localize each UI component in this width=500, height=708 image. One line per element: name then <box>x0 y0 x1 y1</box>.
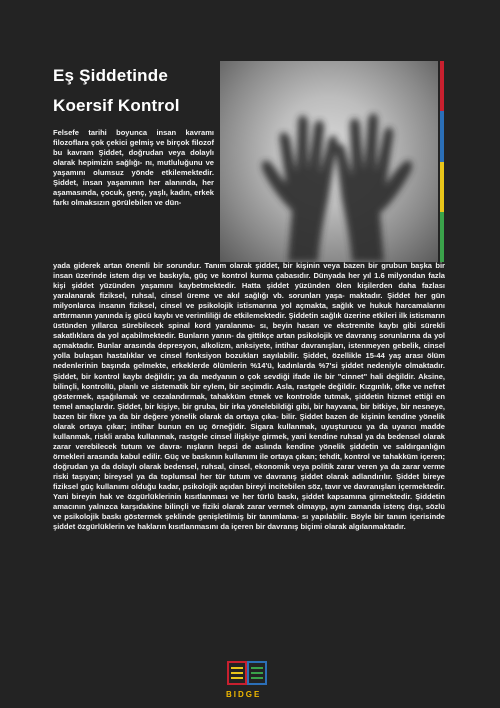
color-accent-bars <box>440 61 444 262</box>
hands-silhouette-icon <box>220 61 438 262</box>
body-paragraph: yada giderek artan önemli bir sorundur. Tanım olarak şiddet, bir kişinin veya bazen bir grubun başka bir insan üzerinde istem dışı ve baskıyla, güç ve kontrol kurma çabasıdır. Dünyada her yıl 1.6 milyondan fazla kişi şiddet yüzünden yaşamını kaybetmektedir. Hatta şiddet yüzünden ölen kişilerden daha fazlası yaralanarak fiziksel, ruhsal, cinsel üreme ve akıl sağlığı vb. sorunları yaşa- maktadır. Şiddet her gün milyonlarca insanın fiziksel, cinsel ve psikolojik istismarına yol açmakta, sağlık ve hukuk harcamalarını arttırmanın yanında iş gücü kaybı ve verimliliği de etkilemektedir. Şiddetin sağlık üzerine etkileri ilk istismarın üstünden yıllarca sürebilecek spinal kord yaralanma- sı, beyin hasarı ve ekstremite kaybı gibi sürekli sakatlıklara da yol açabilmektedir. Bunların yanın- da gittikçe artan psikolojik ve davranış sorunlarına da yol açmaktadır. Bunlar arasında depresyon, alkolizm, anksiyete, intihar davranışları, istenmeyen gebelik, cinsel yolla bulaşan hastalıklar ve cinsel fonksiyon bozukları sayılabilir. Şiddet, özellikle 15-44 yaş arası ölüm nedenlerinin başında gelmekte, erkeklerde ölümlerin %14'ü, kadınlarda %7'si şiddet nedeniyle olmaktadır. Şiddet, bir kontrol kaybı değildir; ya da medyanın o çok sevdiği ifade ile bir "cinnet" hali değildir. Aksine, bilinçli, kontrollü, planlı ve sistematik bir eylem, bir seçimdir. Asla, rastgele değildir. Kızgınlık, öfke ve nefret göstermek, aşağılamak ve cezalandırmak, tahakküm etmek ve kontrolde tutmak, şiddetin hizmet ettiği en temel amaçlardır. Şiddet, bir kişiye, bir gruba, bir irka yönelebildiği gibi, bir hayvana, bir bitkiye, bir nesneye, bazen bir fikre ya da bir değere yönelik olarak da ortaya çıka- bilir. Şiddet bazen de kişinin kendine yönelik olarak ortaya çıkar; intihar bunun en uç örneğidir. Sigara kullanmak, uyuşturucu ya da uyarıcı madde kullanmak, riskli araba kullanmak, rastgele cinsel ilişkiye girmek, yani kendine ruhsal ya da bedensel olarak zarar verebilecek tutum ve davra- nışların hepsi de aslında kendine yönelik şiddetin ve saldırganlığın örnekleri arasında kabul edilir. Güç ve baskının kullanımı ile ortaya çıkan; tehdit, kontrol ve tahakküm içeren; doğrudan ya da dolaylı olarak bedensel, ruhsal, cinsel, ekonomik veya politik zarar veren ya da zarar verme riski taşıyan; bireysel ya da toplumsal her tür tutum ve davranış şiddet olarak adlandırılır. Şiddet bireye fiziksel güç kullanımı olduğu kadar, psikolojik açıdan bireyi incitebilen söz, tavır ve davranışları içermektedir. Yani bireyin hak ve özgürlüklerinin kısıtlanması ve her türlü baskı, şiddet kapsamına girmektedir. Şiddetin amacının yalnızca karşıdakine bilinçli ve fiziki olarak zarar vermek olmayıp, aynı zamanda istenç dışı, sözlü ve psikolojik baskı göstermek şeklinde genişletilmiş bir tanımlama- sı yapılabilir. Böyle bir tanım içerisinde şiddet özgürlüklerin ve hakların kısıtlanmasını da içeren bir davranış biçimi olarak algılanmaktadır. <box>53 261 445 532</box>
title-line-2: Koersif Kontrol <box>53 96 180 115</box>
accent-bar-red <box>440 61 444 111</box>
hands-behind-glass-photo <box>220 61 438 262</box>
intro-column <box>53 128 214 208</box>
intro-paragraph: Felsefe tarihi boyunca insan kavramı filozoflara çok çekici gelmiş ve birçok filozof bu kavram Şiddet, doğrudan veya dolaylı olarak hepimizin sağlığı- nı, mutluluğunu ve yaşamını olumsuz yönde etkilemektedir. Şiddet, insan yaşamının her alanında, her aşamasında, çocuk, genç, yaşlı, kadın, erkek farkı olmaksızın görülebilen ve dün- <box>53 128 214 208</box>
accent-bar-green <box>440 212 444 262</box>
accent-bar-yellow <box>440 162 444 212</box>
accent-bar-blue <box>440 111 444 161</box>
title-line-1: Eş Şiddetinde <box>53 66 169 85</box>
logo-wordmark: BIDGE <box>226 690 262 699</box>
article-body <box>53 261 445 532</box>
